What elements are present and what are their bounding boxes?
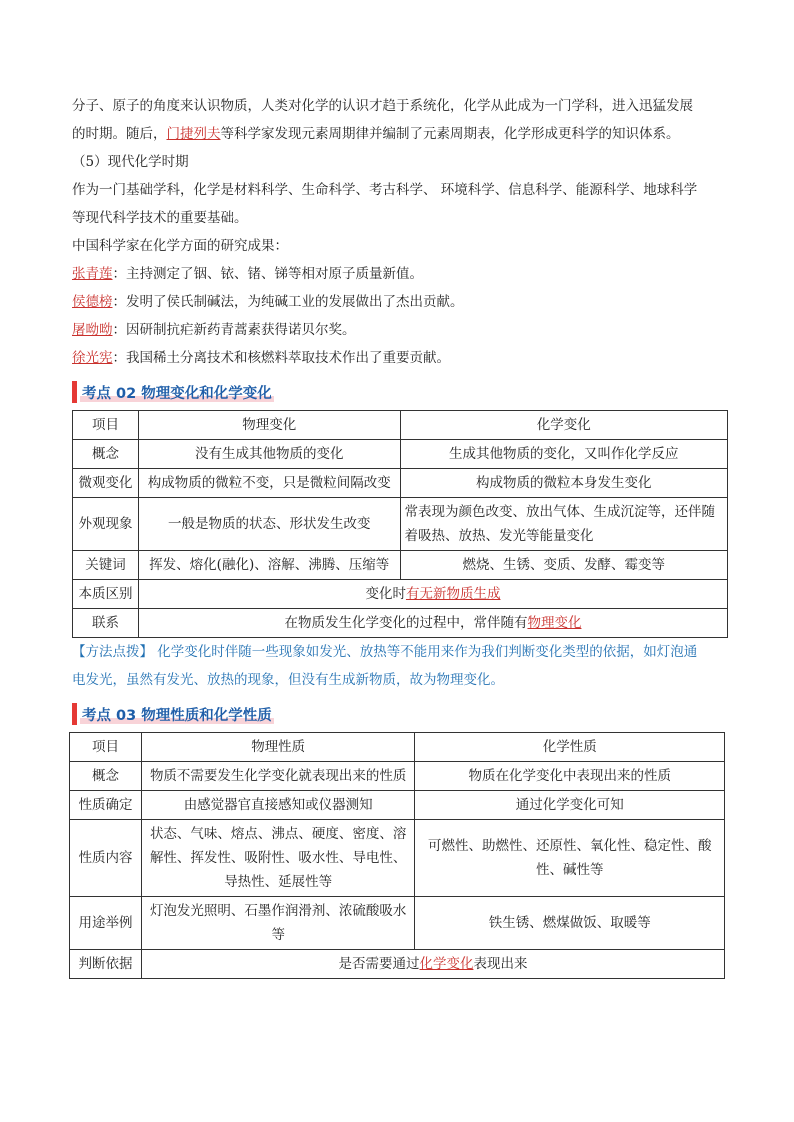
section-2-title: 考点 02 物理变化和化学变化 xyxy=(80,382,274,403)
scientist-name: 张青莲 xyxy=(72,266,113,282)
basis-line-2: 等现代科学技术的重要基础。 xyxy=(72,210,248,226)
section-2-heading xyxy=(72,380,724,404)
table-cell: 状态、气味、熔点、沸点、硬度、密度、溶解性、挥发性、吸附性、吸水性、导电性、导热性、延展性等 xyxy=(141,820,415,897)
basis-line-1: 作为一门基础学科，化学是材料科学、生命科学、考古科学、 环境科学、信息科学、能源科学、地球科学 xyxy=(72,182,698,198)
row-label: 关键词 xyxy=(73,551,139,580)
physical-chemical-property-table xyxy=(69,732,725,979)
chinese-scientists-title: 中国科学家在化学方面的研究成果： xyxy=(72,238,288,254)
row-label: 微观变化 xyxy=(73,469,139,498)
scientist-line: 屠呦呦：因研制抗疟新药青蒿素获得诺贝尔奖。 xyxy=(72,322,356,338)
section-3-title: 考点 03 物理性质和化学性质 xyxy=(80,704,274,725)
table-cell: 物质在化学变化中表现出来的性质 xyxy=(415,762,725,791)
scientist-name: 屠呦呦 xyxy=(72,322,113,338)
table-row xyxy=(73,580,728,609)
header-cell: 物理性质 xyxy=(141,733,415,762)
scientist-name-mendeleev: 门捷列夫 xyxy=(166,126,221,142)
table-cell: 物质不需要发生化学变化就表现出来的性质 xyxy=(141,762,415,791)
scientist-line: 张青莲：主持测定了铟、铱、锗、锑等相对原子质量新值。 xyxy=(72,266,423,282)
table-header-row xyxy=(73,411,728,440)
table-cell: 没有生成其他物质的变化 xyxy=(138,440,400,469)
header-cell: 物理变化 xyxy=(138,411,400,440)
table-cell: 挥发、熔化(融化)、溶解、沸腾、压缩等 xyxy=(138,551,400,580)
table-row xyxy=(73,498,728,551)
row-label: 性质确定 xyxy=(70,791,142,820)
table-row xyxy=(70,897,725,950)
table-cell: 构成物质的微粒本身发生变化 xyxy=(400,469,728,498)
section-marker-bar xyxy=(72,381,77,403)
method-tip xyxy=(72,638,724,694)
section-marker-bar xyxy=(72,703,77,725)
period-5-heading: （5）现代化学时期 xyxy=(72,154,189,170)
row-label: 判断依据 xyxy=(70,950,142,979)
intro-line-1: 分子、原子的角度来认识物质，人类对化学的认识才趋于系统化，化学从此成为一门学科，进入迅猛发展 xyxy=(72,98,693,114)
table-header-row xyxy=(70,733,725,762)
table-row xyxy=(73,469,728,498)
row-label: 性质内容 xyxy=(70,820,142,897)
row-label: 本质区别 xyxy=(73,580,139,609)
tip-line-2: 电发光，虽然有发光、放热的现象，但没有生成新物质，故为物理变化。 xyxy=(72,672,504,688)
table-row xyxy=(70,950,725,979)
relation-keyword: 物理变化 xyxy=(527,615,582,631)
table-row xyxy=(70,820,725,897)
table-cell: 通过化学变化可知 xyxy=(415,791,725,820)
table-row xyxy=(73,440,728,469)
table-cell: 在物质发生化学变化的过程中，常伴随有物理变化 xyxy=(138,609,727,638)
table-cell: 是否需要通过化学变化表现出来 xyxy=(141,950,724,979)
table-cell: 常表现为颜色改变、放出气体、生成沉淀等，还伴随着吸热、放热、发光等能量变化 xyxy=(400,498,728,551)
header-cell: 项目 xyxy=(73,411,139,440)
row-label: 概念 xyxy=(70,762,142,791)
row-label: 用途举例 xyxy=(70,897,142,950)
scientist-name: 侯德榜 xyxy=(72,294,113,310)
table-cell: 由感觉器官直接感知或仪器测知 xyxy=(141,791,415,820)
table-cell: 构成物质的微粒不变，只是微粒间隔改变 xyxy=(138,469,400,498)
table-row xyxy=(73,551,728,580)
scientist-name: 徐光宪 xyxy=(72,350,113,366)
table-cell: 生成其他物质的变化，又叫作化学反应 xyxy=(400,440,728,469)
header-cell: 项目 xyxy=(70,733,142,762)
table-cell: 可燃性、助燃性、还原性、氧化性、稳定性、酸性、碱性等 xyxy=(415,820,725,897)
physical-chemical-change-table xyxy=(72,410,728,638)
header-cell: 化学性质 xyxy=(415,733,725,762)
table-row xyxy=(70,762,725,791)
intro-line-2: 的时期。随后，门捷列夫等科学家发现元素周期律并编制了元素周期表，化学形成更科学的知识体系。 xyxy=(72,126,680,142)
judge-keyword: 化学变化 xyxy=(419,956,474,972)
table-row xyxy=(70,791,725,820)
row-label: 联系 xyxy=(73,609,139,638)
scientist-line: 侯德榜：发明了侯氏制碱法，为纯碱工业的发展做出了杰出贡献。 xyxy=(72,294,464,310)
essence-keyword: 有无新物质生成 xyxy=(405,586,501,602)
table-cell: 变化时有无新物质生成 xyxy=(138,580,727,609)
page-content xyxy=(72,92,724,979)
scientist-line: 徐光宪：我国稀土分离技术和核燃料萃取技术作出了重要贡献。 xyxy=(72,350,450,366)
row-label: 概念 xyxy=(73,440,139,469)
tip-line-1: 【方法点拨】 化学变化时伴随一些现象如发光、放热等不能用来作为我们判断变化类型的依据，如灯泡通 xyxy=(72,644,698,660)
table-row xyxy=(73,609,728,638)
header-cell: 化学变化 xyxy=(400,411,728,440)
table-cell: 一般是物质的状态、形状发生改变 xyxy=(138,498,400,551)
table-cell: 燃烧、生锈、变质、发酵、霉变等 xyxy=(400,551,728,580)
section-3-heading xyxy=(72,702,724,726)
row-label: 外观现象 xyxy=(73,498,139,551)
table-cell: 铁生锈、燃煤做饭、取暖等 xyxy=(415,897,725,950)
table-cell: 灯泡发光照明、石墨作润滑剂、浓硫酸吸水等 xyxy=(141,897,415,950)
